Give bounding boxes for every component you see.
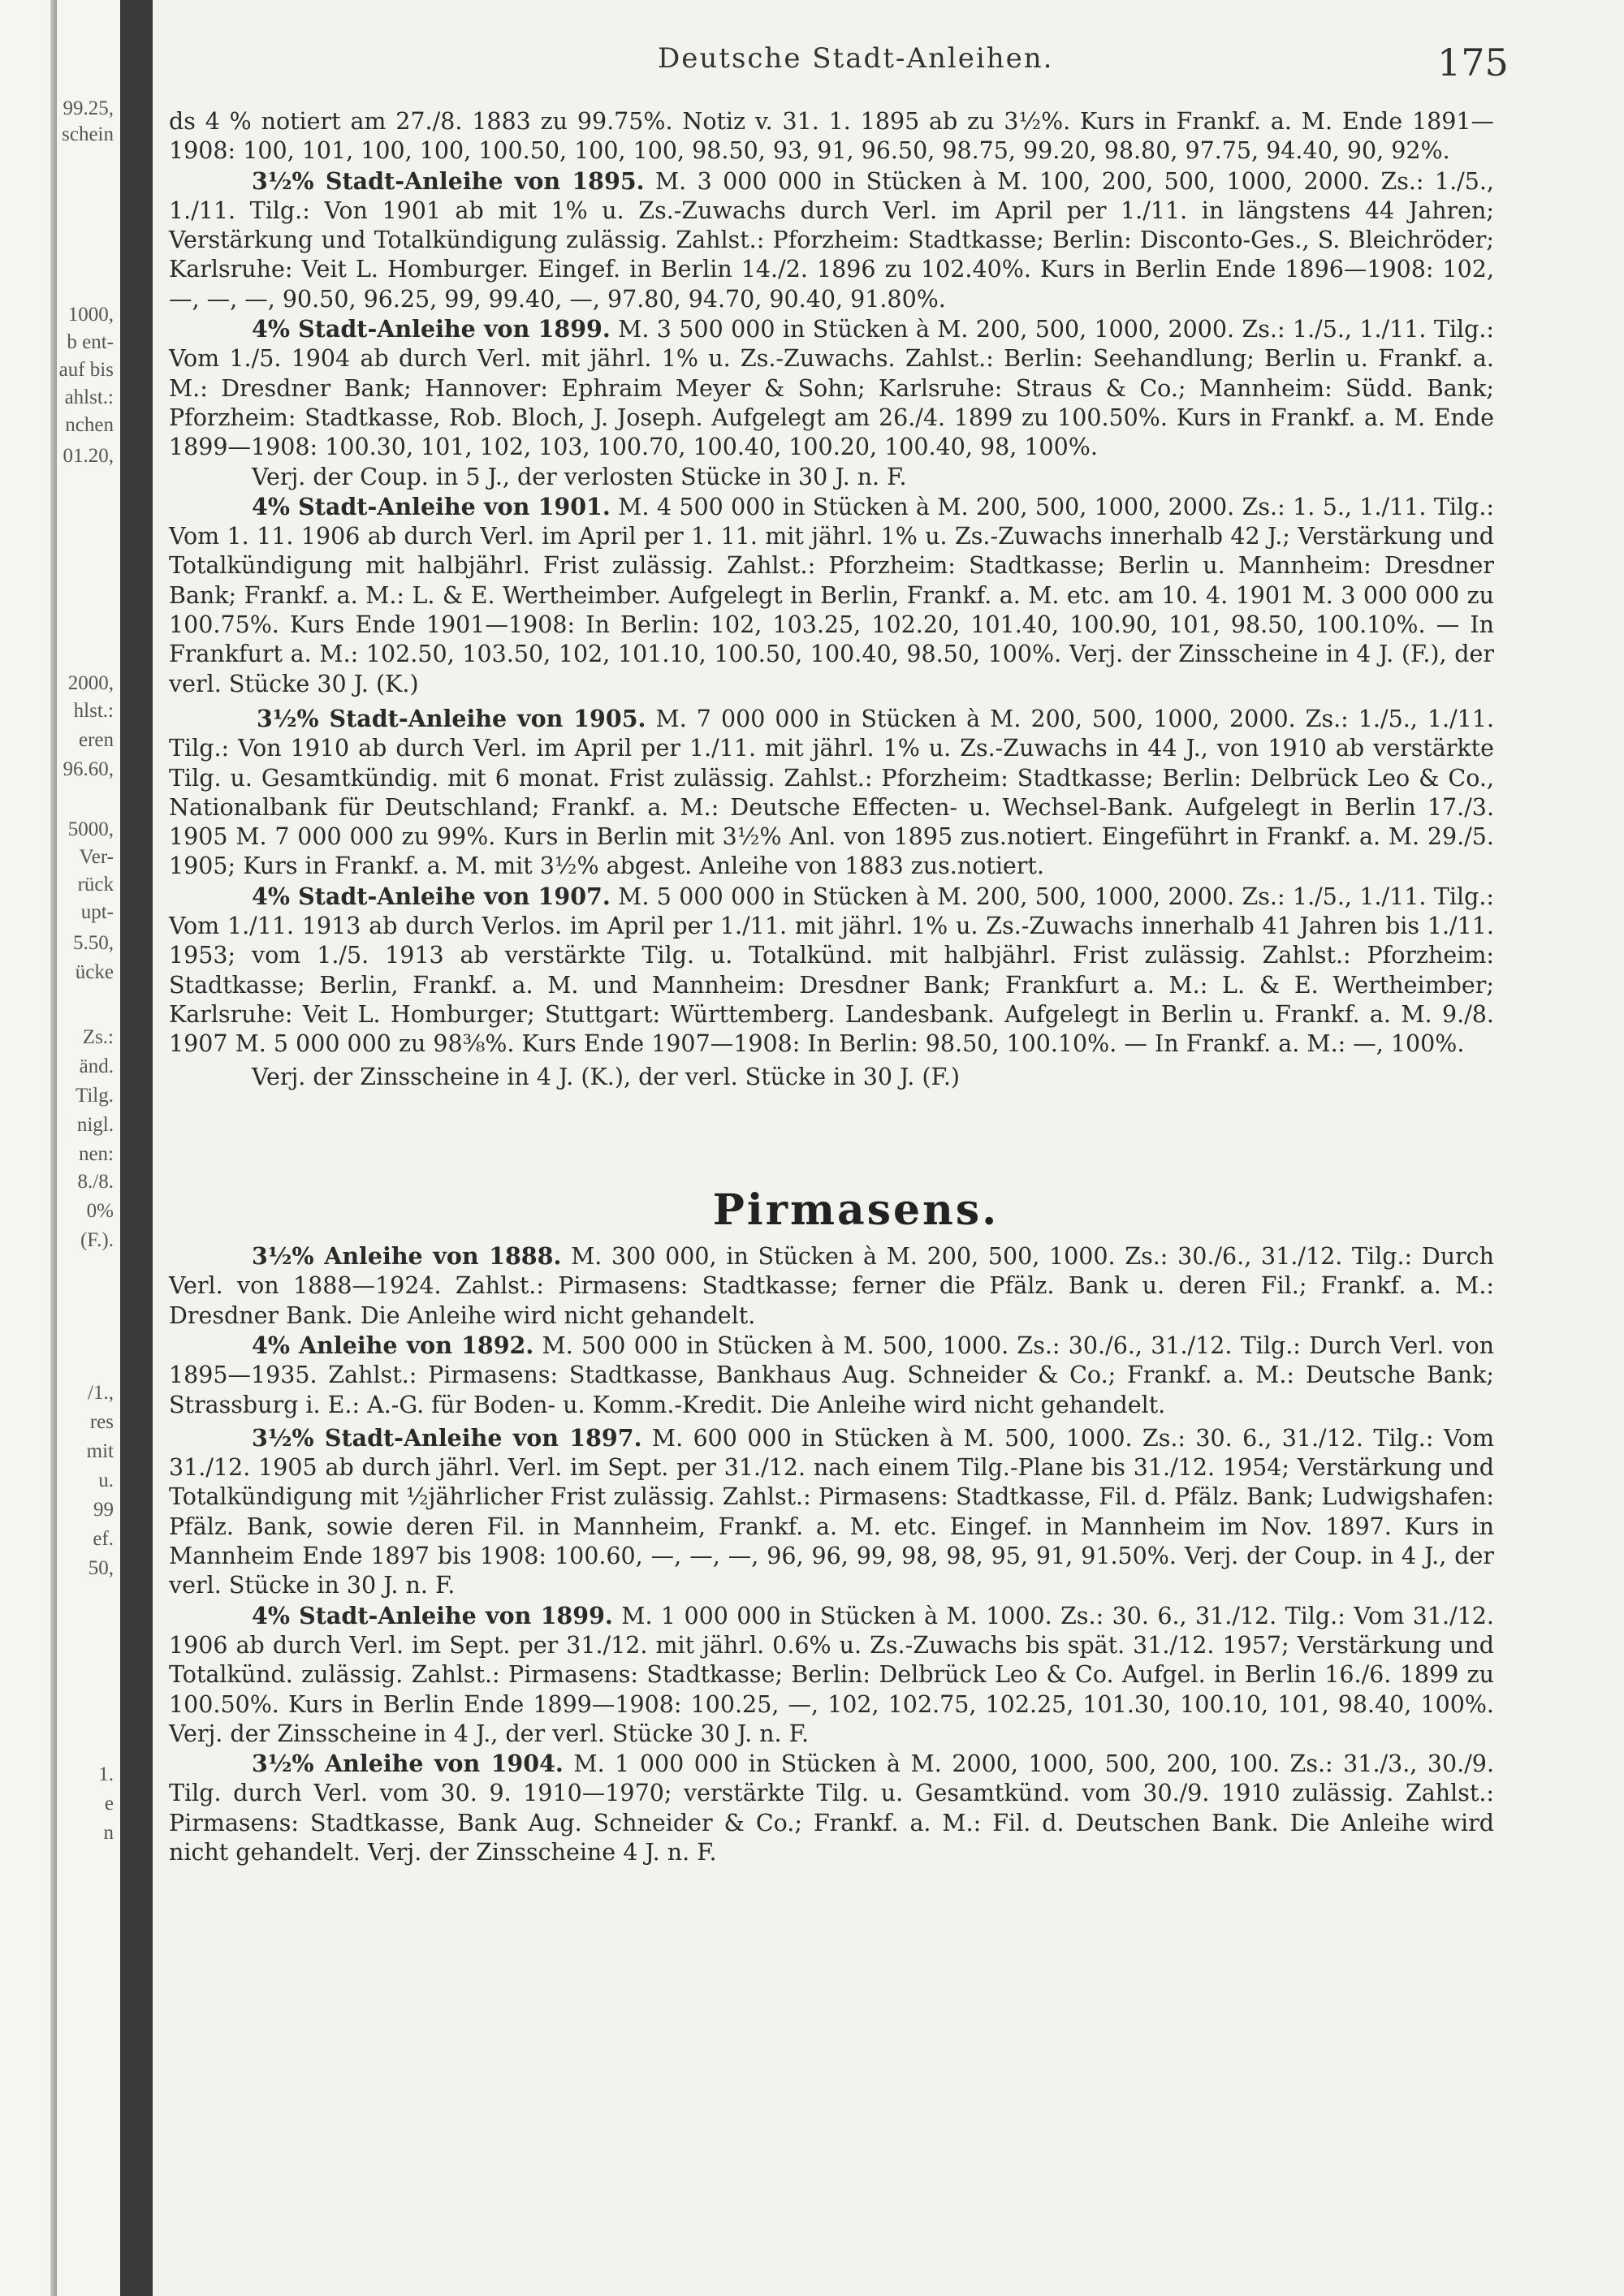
- margin-fragment: Zs.:: [82, 1026, 114, 1048]
- margin-fragment: 5000,: [67, 818, 114, 840]
- limitation-note: Verj. der Coup. in 5 J., der verlosten Stücke in 30 J. n. F.: [252, 463, 907, 490]
- margin-fragment: e: [104, 1793, 114, 1815]
- margin-fragment: /1.,: [88, 1382, 114, 1404]
- loan-heading: 3½% Stadt-Anleihe von 1895.: [252, 166, 645, 195]
- loan-text: M. 1 000 000 in Stücken à M. 1000. Zs.: 30. 6., 31./12. Tilg.: Vom 31./12. 1906 ab durch Verl. im Sept. per 31./12. mit jährl. 0.6% u. Zs.-Zuwachs bis spät. 31./12. 1957; Verstärkung und Totalkünd. zulässig. Zahlst.: Pirmasens: Stadtkasse; Berlin: Delbrück Leo & Co. Aufgel. in Berlin 16./6. 1899 zu 100.50%. Kurs in Berlin Ende 1899—1908: 100.25, —, 102, 102.75, 102.25, 101.30, 100.10, 101, 98.40, 100%. Verj. der Zinsscheine in 4 J., der verl. Stücke 30 J. n. F.: [169, 1602, 1494, 1747]
- pforzheim-intro-paragraph: ds 4 % notiert am 27./8. 1883 zu 99.75%. Notiz v. 31. 1. 1895 ab zu 3½%. Kurs in Frankf. a. M. Ende 1891—1908: 100, 101, 100, 100, 100.50, 100, 100, 98.50, 93, 91, 96.50, 98.75, 99.20, 98.80, 97.75, 94.40, 90, 92%.: [169, 108, 1494, 165]
- margin-fragment: b ent-: [67, 331, 114, 353]
- margin-fragment: 5.50,: [73, 932, 114, 954]
- margin-fragment: hlst.:: [73, 700, 114, 722]
- margin-fragment: nen:: [78, 1143, 114, 1165]
- loan-entry: [169, 1601, 1494, 1749]
- loan-entry: [169, 166, 1494, 314]
- loan-heading: 4% Stadt-Anleihe von 1899.: [252, 1601, 613, 1629]
- margin-fragment: 2000,: [67, 672, 114, 694]
- loan-heading: 4% Stadt-Anleihe von 1901.: [252, 492, 611, 520]
- margin-fragment: 0%: [86, 1200, 114, 1222]
- loan-heading: 4% Anleihe von 1892.: [252, 1331, 534, 1359]
- margin-fragment: nigl.: [76, 1114, 114, 1136]
- book-gutter: [120, 0, 153, 2296]
- page-number: 175: [1437, 41, 1509, 84]
- loan-text: M. 7 000 000 in Stücken à M. 200, 500, 1000, 2000. Zs.: 1./5., 1./11. Tilg.: Von 1910 ab durch Verl. im April per 1./11. mit jährl. 1% u. Zs.-Zuwachs in 44 J., von 1910 ab verstärkte Tilg. u. Gesamtkündig. mit 6 monat. Frist zulässig. Zahlst.: Pforzheim: Stadtkasse; Berlin: Delbrück Leo & Co., Nationalbank für Deutschland; Frankf. a. M.: Deutsche Effecten- u. Wechsel-Bank. Aufgelegt in Berlin 17./3. 1905 M. 7 000 000 zu 99%. Kurs in Berlin mit 3½% Anl. von 1895 zus.notiert. Eingeführt in Frankf. a. M. 29./5. 1905; Kurs in Frankf. a. M. mit 3½% abgest. Anleihe von 1883 zus.notiert.: [169, 705, 1494, 880]
- margin-fragment: 50,: [88, 1557, 114, 1579]
- loan-heading: 4% Stadt-Anleihe von 1899.: [252, 315, 611, 343]
- loan-entry: [169, 1241, 1494, 1331]
- loan-heading: 3½% Anleihe von 1904.: [252, 1750, 564, 1778]
- margin-fragment: (F.).: [80, 1229, 114, 1251]
- margin-fragment: n: [103, 1822, 114, 1844]
- margin-fragment: auf bis: [58, 359, 114, 381]
- loan-text: M. 300 000, in Stücken à M. 200, 500, 1000. Zs.: 30./6., 31./12. Tilg.: Durch Verl. von 1888—1924. Zahlst.: Pirmasens: Stadtkasse; ferner die Pfälz. Bank u. deren Fil.; Frankf. a. M.: Dresdner Bank. Die Anleihe wird nicht gehandelt.: [169, 1243, 1494, 1329]
- margin-fragment: rück: [77, 874, 114, 896]
- running-header: Deutsche Stadt-Anleihen.: [658, 42, 1054, 75]
- margin-fragment: ücke: [75, 961, 114, 983]
- loan-text: M. 3 500 000 in Stücken à M. 200, 500, 1000, 2000. Zs.: 1./5., 1./11. Tilg.: Vom 1./5. 1904 ab durch Verl. mit jährl. 1% u. Zs.-Zuwachs. Zahlst.: Berlin: Seehandlung; Berlin u. Frankf. a. M.: Dresdner Bank; Hannover: Ephraim Meyer & Sohn; Karlsruhe: Straus & Co.; Mannheim: Südd. Bank; Pforzheim: Stadtkasse, Rob. Bloch, J. Joseph. Aufgelegt am 26./4. 1899 zu 100.50%. Kurs in Frankf. a. M. Ende 1899—1908: 100.30, 101, 102, 103, 100.70, 100.40, 100.20, 100.40, 98, 100%.: [169, 316, 1494, 461]
- loan-entry: [169, 1331, 1494, 1420]
- margin-fragment: nchen: [65, 414, 114, 436]
- loan-heading: 3½% Anleihe von 1888.: [252, 1242, 562, 1271]
- loan-heading: 3½% Stadt-Anleihe von 1897.: [252, 1423, 642, 1452]
- previous-page-edge: [0, 0, 120, 2296]
- margin-fragment: mit: [86, 1440, 114, 1462]
- margin-fragment: 96.60,: [63, 758, 114, 780]
- book-page: [154, 0, 1624, 2296]
- loan-entry: [169, 1749, 1494, 1867]
- loan-heading: 3½% Stadt-Anleihe von 1905.: [257, 704, 646, 732]
- page-edge: [50, 0, 57, 2296]
- loan-text: M. 500 000 in Stücken à M. 500, 1000. Zs.: 30./6., 31./12. Tilg.: Durch Verl. von 1895—1935. Zahlst.: Pirmasens: Stadtkasse, Bankhaus Aug. Schneider & Co.; Frankf. a. M.: Deutsche Bank; Strassburg i. E.: A.-G. für Boden- u. Komm.-Kredit. Die Anleihe wird nicht gehandelt.: [169, 1331, 1495, 1418]
- margin-fragment: ahlst.:: [64, 386, 114, 408]
- loan-entry: [169, 1423, 1494, 1601]
- margin-fragment: 1000,: [67, 304, 114, 326]
- margin-fragment: 8./8.: [77, 1171, 114, 1193]
- margin-fragment: res: [89, 1411, 114, 1433]
- limitation-note: Verj. der Zinsscheine in 4 J. (K.), der verl. Stücke in 30 J. (F.): [252, 1063, 960, 1090]
- margin-fragment: eren: [78, 729, 114, 751]
- margin-fragment: 99: [93, 1499, 114, 1521]
- loan-text: M. 5 000 000 in Stücken à M. 200, 500, 1000, 2000. Zs.: 1./5., 1./11. Tilg.: Vom 1./11. 1913 ab durch Verlos. im April per 1./11. mit jährl. 1% u. Zs.-Zuwachs innerhalb 41 Jahren bis 1./11. 1953; vom 1./5. 1913 ab verstärkte Tilg. u. Totalkünd. mit halbjährl. Frist zulässig. Zahlst.: Pforzheim: Stadtkasse; Berlin, Frankf. a. M. und Mannheim: Dresdner Bank; Frankfurt a. M.: L. & E. Wertheimber; Karlsruhe: Veit L. Homburger; Stuttgart: Württemberg. Landesbank. Aufgelegt in Berlin u. Frankf. a. M. 9./8. 1907 M. 5 000 000 zu 98⅜%. Kurs Ende 1907—1908: In Berlin: 98.50, 100.10%. — In Frankf. a. M.: —, 100%.: [169, 883, 1494, 1058]
- margin-fragment: änd.: [79, 1055, 114, 1077]
- loan-text: M. 3 000 000 in Stücken à M. 100, 200, 500, 1000, 2000. Zs.: 1./5., 1./11. Tilg.: Von 1901 ab mit 1% u. Zs.-Zuwachs durch Verl. im April per 1./11. in längstens 44 Jahren; Verstärkung und Totalkündigung zulässig. Zahlst.: Pforzheim: Stadtkasse; Berlin: Disconto-Ges., S. Bleichröder; Karlsruhe: Veit L. Homburger. Eingef. in Berlin 14./2. 1896 zu 102.40%. Kurs in Berlin Ende 1896—1908: 102, —, —, —, 90.50, 96.25, 99, 99.40, —, 97.80, 94.70, 90.40, 91.80%.: [169, 167, 1494, 313]
- margin-fragment: 1.: [98, 1763, 114, 1785]
- margin-fragment: schein: [62, 123, 114, 145]
- margin-fragment: u.: [98, 1470, 114, 1491]
- loan-entry: [169, 704, 1494, 882]
- loan-entry: [169, 314, 1494, 462]
- margin-fragment: 01.20,: [63, 445, 114, 467]
- section-title-pirmasens: Pirmasens.: [712, 1185, 1000, 1235]
- loan-entry: [169, 882, 1494, 1060]
- loan-heading: 4% Stadt-Anleihe von 1907.: [252, 882, 611, 910]
- loan-text: M. 4 500 000 in Stücken à M. 200, 500, 1000, 2000. Zs.: 1. 5., 1./11. Tilg.: Vom 1. 11. 1906 ab durch Verl. im April per 1. 11. mit jährl. 1% u. Zs.-Zuwachs innerhalb 42 J.; Verstärkung und Totalkündigung mit halbjährl. Frist zulässig. Zahlst.: Pforzheim: Stadtkasse; Berlin u. Mannheim: Dresdner Bank; Frankf. a. M.: L. & E. Wertheimber. Aufgelegt in Berlin, Frankf. a. M. etc. am 10. 4. 1901 M. 3 000 000 zu 100.75%. Kurs Ende 1901—1908: In Berlin: 102, 103.25, 102.20, 101.40, 100.90, 101, 98.50, 100.10%. — In Frankfurt a. M.: 102.50, 103.50, 102, 101.10, 100.50, 100.40, 98.50, 100%. Verj. der Zinsscheine in 4 J. (F.), der verl. Stücke 30 J. (K.): [169, 493, 1494, 697]
- loan-text: M. 600 000 in Stücken à M. 500, 1000. Zs.: 30. 6., 31./12. Tilg.: Vom 31./12. 1905 ab durch jährl. Verl. im Sept. per 31./12. nach einem Tilg.-Plane bis 31./12. 1954; Verstärkung und Totalkündigung mit ½jährlicher Frist zulässig. Zahlst.: Pirmasens: Stadtkasse, Fil. d. Pfälz. Bank; Ludwigshafen: Pfälz. Bank, sowie deren Fil. in Mannheim, Frankf. a. M. etc. Eingef. in Mannheim im Nov. 1897. Kurs in Mannheim Ende 1897 bis 1908: 100.60, —, —, —, 96, 96, 99, 98, 98, 95, 91, 91.50%. Verj. der Coup. in 4 J., der verl. Stücke in 30 J. n. F.: [169, 1424, 1495, 1599]
- margin-fragment: ef.: [93, 1528, 114, 1550]
- margin-fragment: 99.25,: [63, 97, 114, 119]
- page-body: [169, 107, 1494, 1867]
- margin-fragment: Tilg.: [75, 1085, 114, 1107]
- loan-entry: [169, 492, 1494, 699]
- margin-fragment: Ver-: [79, 846, 114, 868]
- margin-fragment: upt-: [80, 901, 114, 923]
- loan-text: M. 1 000 000 in Stücken à M. 2000, 1000, 500, 200, 100. Zs.: 31./3., 30./9. Tilg. durch Verl. vom 30. 9. 1910—1970; verstärkte Tilg. u. Gesamtkünd. vom 30./9. 1910 zulässig. Zahlst.: Pirmasens: Stadtkasse, Bank Aug. Schneider & Co.; Frankf. a. M.: Fil. d. Deutschen Bank. Die Anleihe wird nicht gehandelt. Verj. der Zinsscheine 4 J. n. F.: [169, 1750, 1495, 1867]
